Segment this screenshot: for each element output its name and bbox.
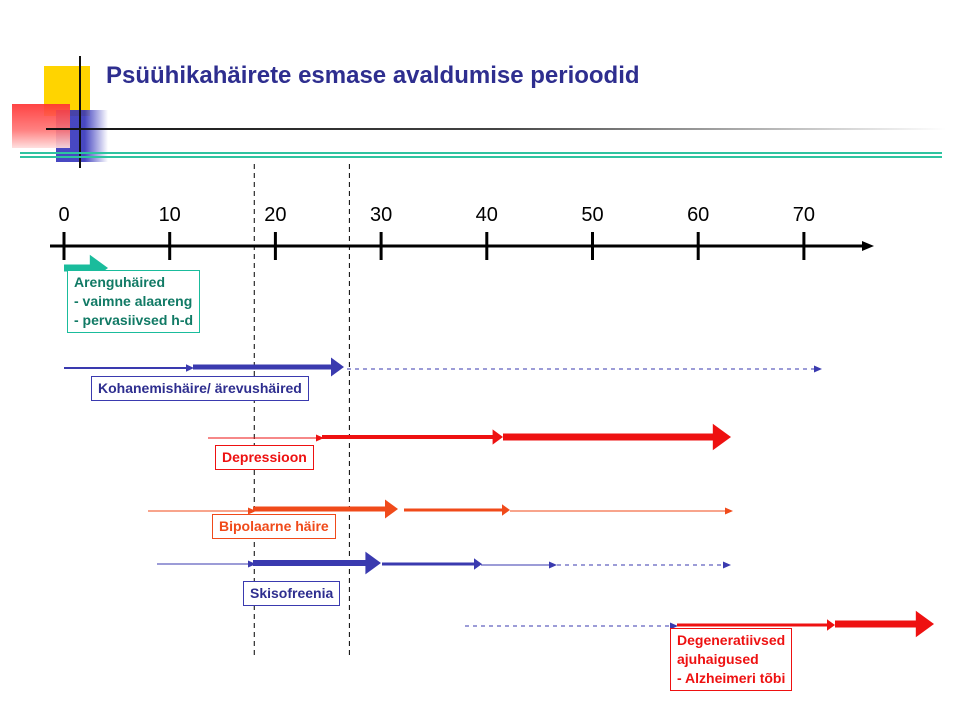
arrow-kohanemis-3-head [814, 366, 822, 373]
box-line: Bipolaarne häire [219, 518, 329, 534]
box-line: Degeneratiivsed [677, 632, 786, 648]
axis-tick-label: 20 [264, 204, 287, 226]
box-depressioon [215, 445, 314, 470]
box-skisofreenia [243, 581, 340, 606]
box-line: Arenguhäired [74, 274, 166, 290]
arrow-bipolaarne-4-head [725, 508, 733, 515]
axis-tick-label: 30 [369, 204, 393, 226]
box-degeneratiivsed [670, 628, 792, 691]
box-line: - Alzheimeri tõbi [677, 670, 786, 686]
box-line: Depressioon [222, 449, 307, 465]
arrow-skisofreenia-3-head [474, 558, 482, 569]
axis-tick-label: 10 [158, 204, 181, 226]
axis-tick-label: 40 [475, 204, 498, 226]
axis-tick-label: 60 [687, 204, 710, 226]
age-axis [50, 204, 874, 260]
arrow-skisofreenia-2-head [365, 552, 381, 575]
axis-tick-label: 0 [58, 204, 70, 226]
box-kohanemishaire [91, 376, 309, 401]
axis-arrowhead [862, 241, 874, 251]
box-line: Skisofreenia [250, 585, 334, 601]
arrow-depressioon-3-head [713, 424, 731, 451]
arrow-bipolaarne-3-head [502, 504, 510, 515]
box-line: - pervasiivsed h-d [74, 312, 194, 328]
axis-tick-label: 70 [792, 204, 816, 226]
arrow-skisofreenia-5-head [723, 562, 731, 569]
arrow-bipolaarne-2-head [385, 500, 398, 519]
arrow-degeneratiivsed-2-head [827, 619, 835, 630]
arrow-degeneratiivsed-3-head [916, 611, 934, 638]
box-bipolaarne [212, 514, 336, 539]
axis-tick-label: 50 [581, 204, 604, 226]
box-arenguhaired [67, 270, 200, 333]
box-line: Kohanemishäire/ ärevushäired [98, 380, 302, 396]
page-title: Psüühikahäirete esmase avaldumise perioodid [106, 62, 640, 89]
arrow-depressioon-2-head [493, 429, 503, 444]
box-line: ajuhaigused [677, 651, 759, 667]
arrow-skisofreenia-4-head [549, 562, 557, 569]
arrow-kohanemis-1-head [186, 364, 194, 372]
arrow-kohanemis-2-head [331, 358, 344, 377]
box-line: - vaimne alaareng [74, 293, 193, 309]
